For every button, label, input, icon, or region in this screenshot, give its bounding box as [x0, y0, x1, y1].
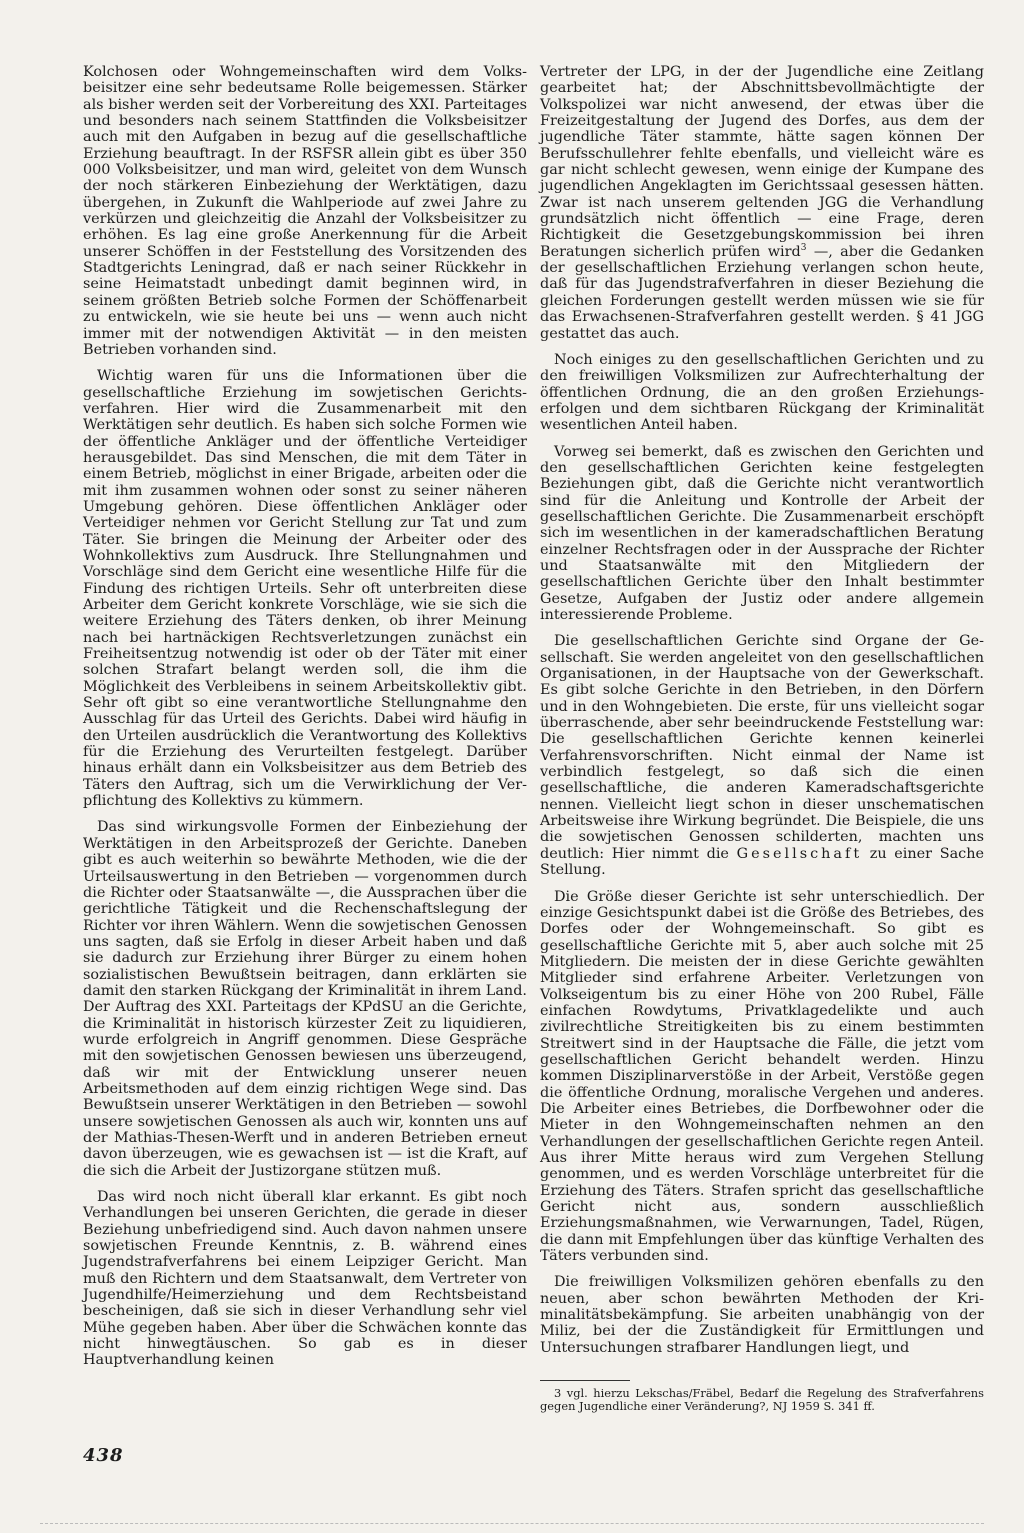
right-column [540, 64, 984, 1423]
emphasized-word: Gesellschaft [736, 845, 863, 862]
paragraph-text: Vertreter der LPG, in der der Jugendliche eine Zeitlang gearbeitet hat; der Abschnittsbevollmächtigte der Volkspolizei war nicht anwesend, der etwas über die Freizeitgestaltung der Jugend des Dorfes, aus dem der jugendliche Täter stammte, hätte sagen können Der Berufsschullehrer fehlte ebenfalls, und vielleicht wäre es gar nicht schlecht gewesen, wenn einige der Kumpane des jugendlichen Angeklagten im Gerichtssaal gesessen hätten. Zwar ist nach unserem geltenden JGG die Verhandlung grundsätzlich nicht öffentlich — eine Frage, deren Richtigkeit die Gesetzgebungskommission bei ihren Beratungen sicherlich prüfen wird [540, 64, 984, 260]
footnote-marker: 3 [800, 242, 807, 253]
paragraph-text: zu einer Sache Stellung. [540, 845, 984, 879]
paragraph: Noch einiges zu den gesellschaftlichen Gerichten und zu den freiwilligen Volksmilizen zur Aufrechterhaltung der öffentlichen Ordnung, die an den großen Erziehungserfolgen und dem sichtbaren Rückgang der Kriminalität wesentlichen Anteil haben. [540, 351, 984, 434]
paragraph: Die freiwilligen Volksmilizen gehören ebenfalls zu den neuen, aber schon bewährten Methoden der Kriminalitätsbekämpfung. Sie arbeiten unabhängig von der Miliz, bei der die Zuständigkeit für Ermittlungen und Untersuchungen strafbarer Handlungen liegt, und [540, 1274, 984, 1356]
scan-edge-line [40, 1523, 984, 1524]
page-number: 438 [83, 1445, 124, 1466]
paragraph: Kolchosen oder Wohngemeinschaften wird dem Volksbeisitzer eine sehr bedeutsame Rolle beigemessen. Stärker als bisher werden seit der Vorbereitung des XXI. Parteitages und besonders nach seinem Stattfinden die Volksbeisitzer auch mit den Aufgaben in bezug auf die gesellschaftliche Erziehung beauftragt. In der RSFSR allein gibt es über 350 000 Volksbeisitzer, und man wird, geleitet von dem Wunsch der noch stärkeren Einbeziehung der Werktätigen, dazu übergehen, in Zukunft die Wahlperiode auf zwei Jahre zu verkürzen und gleichzeitig die Anzahl der Volksbeisitzer zu erhöhen. Es lag eine große Anerkennung für die Arbeit unserer Schöffen in der Feststellung des Vorsitzenden des Stadtgerichts Leningrad, daß er nach seiner Rückkehr in seine Heimatstadt unbedingt damit beginnen wird, in seinem größten Betrieb solche Formen der Schöffenarbeit zu entwickeln, wie sie heute bei uns — wenn auch nicht immer mit der notwendigen Aktivität — in den meisten Betrieben vorhanden sind. [83, 64, 527, 358]
paragraph [540, 633, 984, 878]
paragraph-text: Die gesellschaftlichen Gerichte sind Organe der Gesellschaft. Sie werden angeleitet von den gesellschaftlichen Organisationen, in der Hauptsache von der Gewerkschaft. Es gibt solche Gerichte in den Betrieben, in den Dörfern und in den Wohngebieten. Die erste, für uns vielleicht sogar überraschende, aber sehr beeindruckende Feststellung war: Die gesellschaftlichen Gerichte kennen keinerlei Verfahrensvorschriften. Nicht einmal der Name ist verbindlich festgelegt, so daß sich die einen gesellschaftliche, die anderen Kameradschaftsgerichte nennen. Vielleicht liegt schon in dieser unschematischen Arbeitsweise ihre Wirkung begründet. Die Beispiele, die uns die sowjetischen Genossen schilderten, machten uns deutlich: Hier nimmt die [540, 633, 984, 862]
paragraph: Das wird noch nicht überall klar erkannt. Es gibt noch Verhandlungen bei unseren Gerichten, die gerade in dieser Beziehung unbefriedigend sind. Auch davon nahmen unsere sowjetischen Freunde Kenntnis, z. B. während eines Jugendstrafverfahrens bei einem Leipziger Gericht. Man muß den Richtern und dem Staatsanwalt, dem Vertreter von Jugendhilfe/Heimerziehung und dem Rechtsbeistand bescheinigen, daß sie sich in dieser Verhandlung sehr viel Mühe gegeben haben. Aber über die Schwächen konnte das nicht hinwegtäuschen. So gab es in dieser Hauptverhandlung keinen [83, 1189, 527, 1369]
paragraph: Die Größe dieser Gerichte ist sehr unterschiedlich. Der einzige Gesichtspunkt dabei ist die Größe des Betriebes, des Dorfes oder der Wohngemeinschaft. So gibt es gesellschaftliche Gerichte mit 5, aber auch solche mit 25 Mitgliedern. Die meisten der in diese Gerichte gewählten Mitglieder sind erfahrene Arbeiter. Verletzungen von Volkseigentum bis zu einer Höhe von 200 Rubel, Fälle einfachen Rowdytums, Privatklagedelikte und auch zivilrechtliche Streitigkeiten bis zu einem bestimmten Streitwert sind in der Hauptsache die Fälle, die jetzt vom gesellschaftlichen Gericht behandelt werden. Hinzu kommen Disziplinarverstöße in der Arbeit, Verstöße gegen die öffentliche Ordnung, moralische Vergehen und anderes. Die Arbeiter eines Betriebes, die Dorfbewohner oder die Mieter in den Wohngemeinschaften nehmen an den Verhandlungen der gesellschaftlichen Gerichte regen Anteil. Aus ihrer Mitte heraus wird zum Vergehen Stellung genommen, und es werden Vorschläge unterbreitet für die Erziehung des Täters. Strafen spricht das gesellschaftliche Gericht nicht aus, sondern ausschließlich Erziehungsmaßnahmen, wie Verwarnungen, Tadel, Rügen, die dann mit Empfehlungen über das künftige Verhalten des Täters verbunden sind. [540, 888, 984, 1265]
paragraph-text: —, aber die Gedanken der gesellschaftlichen Erziehung verlangen schon heute, daß für das Jugendstrafverfahren in dieser Beziehung die gleichen Forderungen gestellt werden müssen wie sie für das Erwachsenen-Strafverfahren gestellt werden. § 41 JGG gestattet das auch. [540, 243, 984, 342]
paragraph [540, 64, 984, 342]
paragraph: Vorweg sei bemerkt, daß es zwischen den Gerichten und den gesellschaftlichen Gerichten keine festgelegten Beziehungen gibt, daß die Gerichte nicht verantwortlich sind für die Anleitung und Kontrolle der Arbeit der gesellschaftlichen Gerichte. Die Zusammenarbeit erschöpft sich im wesentlichen in der kameradschaftlichen Beratung einzelner Rechtsfragen oder in der Aussprache der Richter und Staatsanwälte mit den Mitgliedern der gesellschaftlichen Gerichte über den Inhalt bestimmter Gesetze, Aufgaben der Justiz oder andere allgemein interessierende Probleme. [540, 443, 984, 623]
left-column [83, 64, 527, 1379]
footnote-divider [540, 1380, 630, 1381]
paragraph: Das sind wirkungsvolle Formen der Einbeziehung der Werktätigen in den Arbeitsprozeß der Gerichte. Daneben gibt es auch weiterhin so bewährte Methoden, wie die der Urteilsauswertung in den Betrieben — vorgenommen durch die Richter oder Staatsanwälte —, die Aussprachen über die gerichtliche Tätigkeit und die Rechenschaftslegung der Richter vor ihren Wählern. Wenn die sowjetischen Genossen uns sagten, daß sie Erfolg in dieser Arbeit haben und daß sie dadurch zur Erziehung ihrer Bürger zu einem hohen sozialistischen Bewußtsein beitragen, dann erklärten sie damit den starken Rückgang der Kriminalität in ihrem Land. Der Auftrag des XXI. Parteitags der KPdSU an die Gerichte, die Kriminalität in historisch kürzester Zeit zu liquidieren, wurde erfolgreich in Angriff genommen. Diese Gespräche mit den sowjetischen Genossen bewiesen uns überzeugend, daß wir mit der Entwicklung unserer neuen Arbeitsmethoden auf dem einzig richtigen Wege sind. Das Bewußtsein unserer Werktätigen in den Betrieben — sowohl unsere sowjetischen Genossen als auch wir, konnten uns auf der Mathias-Thesen-Werft und in anderen Betrieben erneut davon überzeugen, wie es gewachsen ist — ist die Kraft, auf die sich die Arbeit der Justizorgane stützen muß. [83, 819, 527, 1179]
footnote: 3 vgl. hierzu Lekschas/Fräbel, Bedarf die Regelung des Strafverfahrens gegen Jugendliche einer Veränderung?, NJ 1959 S. 341 ff. [540, 1386, 984, 1414]
paragraph: Wichtig waren für uns die Informationen über die gesellschaftliche Erziehung im sowjetischen Gerichtsverfahren. Hier wird die Zusammenarbeit mit den Werktätigen sehr deutlich. Es haben sich solche Formen wie der öffentliche Ankläger und der öffentliche Verteidiger herausgebildet. Das sind Menschen, die mit dem Täter in einem Betrieb, möglichst in einer Brigade, arbeiten oder die mit ihm zusammen wohnen oder sonst zu seiner näheren Umgebung gehören. Diese öffentlichen Ankläger oder Verteidiger nehmen vor Gericht Stellung zur Tat und zum Täter. Sie bringen die Meinung der Arbeiter oder des Wohnkollektivs zum Ausdruck. Ihre Stellungnahmen und Vorschläge sind dem Gericht eine wesentliche Hilfe für die Findung des richtigen Urteils. Sehr oft unterbreiten diese Arbeiter dem Gericht konkrete Vorschläge, wie sie sich die weitere Erziehung des Täters denken, ob ihrer Meinung nach bei hartnäckigen Rechtsverletzungen zunächst ein Freiheitsentzug notwendig ist oder ob der Täter mit einer solchen Strafart belangt werden soll, die ihm die Möglichkeit des Verbleibens in seinem Arbeitskollektiv gibt. Sehr oft gibt so eine verantwortliche Stellungnahme den Ausschlag für das Urteil des Gerichts. Dabei wird häufig in den Urteilen ausdrücklich die Verantwortung des Kollektivs für die Erziehung des Verurteilten festgelegt. Darüber hinaus erhält dann ein Volksbeisitzer aus dem Betrieb des Täters den Auftrag, sich um die Verwirklichung der Verpflichtung des Kollektivs zu kümmern. [83, 368, 527, 810]
